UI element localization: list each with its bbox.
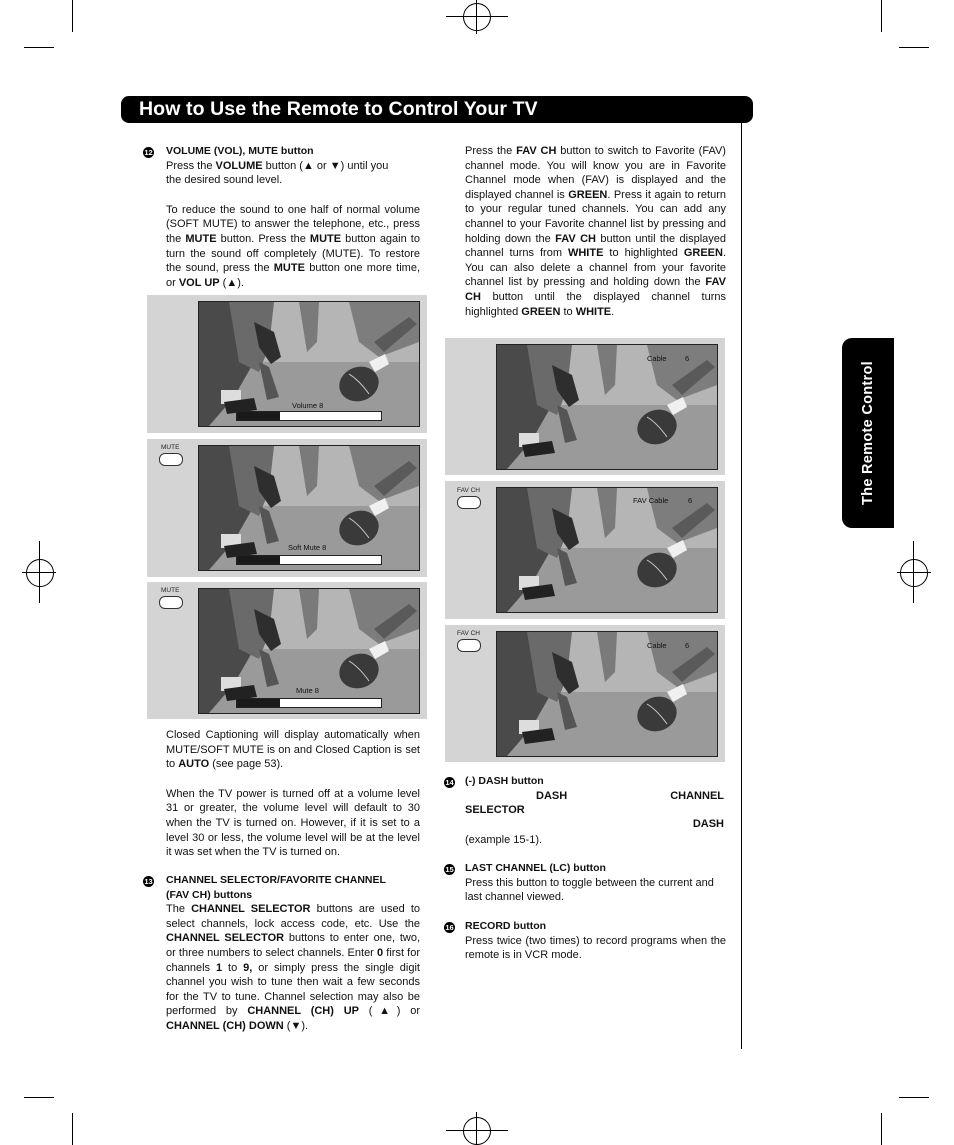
item-heading: VOLUME (VOL), MUTE button — [166, 145, 314, 157]
tv-screen-illustration — [147, 295, 427, 433]
crop-mark — [899, 47, 929, 48]
registration-mark — [900, 559, 928, 587]
button-label: FAV CH — [457, 630, 480, 637]
volume-bar — [236, 698, 382, 708]
item-13-text: CHANNEL SELECTOR/FAVORITE CHANNEL (FAV CH) buttons The CHANNEL SELECTOR buttons are used to select channels, lock access code, etc. Use the CHANNEL SELECTOR buttons to enter one, two, or three numbers to select channels. Enter 0 first for channels 1 to 9, or simply press the single digit channel you wish to tune then wait a few seconds for the TV to tune. Channel selection may also be performed by CHANNEL (CH) UP (▲) or CHANNEL (CH) DOWN (▼). — [166, 874, 421, 1032]
tv-screen-illustration — [445, 338, 725, 475]
channel-label: Cable — [647, 641, 667, 650]
registration-mark — [39, 541, 40, 603]
mute-button-icon — [159, 453, 183, 466]
page-title-bar — [121, 96, 753, 123]
tv-screen — [496, 487, 718, 613]
osd-label: Volume 8 — [292, 401, 324, 410]
channel-label: Cable — [647, 354, 667, 363]
button-label: MUTE — [161, 444, 180, 451]
fav-channel-text: Press the FAV CH button to switch to Favorite (FAV) channel mode. You will know you are in Favorite Channel mode when (FAV) is displayed and the displayed channel is GREEN. Press it again to return to your regular tuned channels. You can add any channel to your Favorite channel list by pressing and holding down the FAV CH button until the displayed channel turns from WHITE to highlighted GREEN. You can also delete a channel from your favorite channel list by pressing and holding down the FAV CH button until the displayed channel turns highlighted GREEN to WHITE. — [465, 145, 727, 318]
registration-mark — [897, 572, 931, 573]
volume-bar-fill — [237, 699, 280, 707]
item-number-badge: 16 — [445, 923, 454, 932]
osd-label: Mute 8 — [296, 686, 319, 695]
item-14-text: (-) DASH button DASH CHANNEL SELECTOR DASH (example 15-1). — [465, 775, 724, 846]
section-tab-label: The Remote Control — [860, 361, 876, 505]
crop-mark — [881, 1113, 882, 1145]
registration-mark — [476, 1112, 477, 1145]
fav-ch-button-icon — [457, 496, 481, 509]
item-number-badge: 15 — [445, 865, 454, 874]
osd-label: Soft Mute 8 — [288, 543, 327, 552]
tv-screen-illustration — [445, 625, 725, 762]
channel-label: FAV Cable — [633, 496, 669, 505]
crop-mark — [24, 1097, 54, 1098]
button-label: MUTE — [161, 587, 180, 594]
registration-mark — [476, 0, 477, 34]
volume-bar-fill — [237, 412, 280, 420]
page-title: How to Use the Remote to Control Your TV — [139, 98, 538, 120]
channel-number: 6 — [685, 354, 690, 363]
tv-screen-illustration — [147, 439, 427, 577]
tv-screen — [198, 588, 420, 714]
closed-caption-note: Closed Captioning will display automatically when MUTE/SOFT MUTE is on and Closed Caption is set to AUTO (see page 53). When the TV power is turned off at a volume level 31 or greater, the volume level will default to 30 when the TV is turned on. However, if it is set to a level 30 or less, the volume level will be at the level it was set when the TV is turned on. — [166, 729, 420, 859]
item-16-text: RECORD button Press twice (two times) to record programs when the remote is in VCR mode. — [465, 920, 726, 962]
registration-mark — [913, 541, 914, 603]
tv-screen — [496, 631, 718, 757]
registration-mark — [463, 3, 491, 31]
section-tab — [842, 338, 894, 528]
item-15-text: LAST CHANNEL (LC) button Press this button to toggle between the current and last channel viewed. — [465, 862, 714, 904]
tv-screen — [198, 445, 420, 571]
tv-screen — [496, 344, 718, 470]
registration-mark — [446, 16, 508, 17]
item-12-text: VOLUME (VOL), MUTE button Press the VOLUME button (▲ or ▼) until you the desired sound level. To reduce the sound to one half of normal volume (SOFT MUTE) to answer the telephone, etc., press the MUTE button. Press the MUTE button again to turn the sound off completely (MUTE). To restore the sound, press the MUTE button one more time, or VOL UP (▲). — [166, 145, 420, 289]
crop-mark — [881, 0, 882, 32]
volume-bar-fill — [237, 556, 280, 564]
item-number-badge: 14 — [445, 778, 454, 787]
registration-mark — [446, 1130, 508, 1131]
tv-screen-illustration — [445, 481, 725, 619]
item-number-badge: 13 — [144, 877, 153, 886]
registration-mark — [463, 1117, 491, 1145]
tv-screen — [198, 301, 420, 427]
button-label: FAV CH — [457, 487, 480, 494]
tv-screen-illustration — [147, 582, 427, 719]
channel-number: 6 — [688, 496, 693, 505]
crop-mark — [72, 0, 73, 32]
fav-ch-button-icon — [457, 639, 481, 652]
column-rule — [741, 123, 742, 1049]
item-number-badge: 12 — [144, 148, 153, 157]
crop-mark — [899, 1097, 929, 1098]
volume-bar — [236, 411, 382, 421]
registration-mark — [26, 559, 54, 587]
crop-mark — [72, 1113, 73, 1145]
mute-button-icon — [159, 596, 183, 609]
crop-mark — [24, 47, 54, 48]
channel-number: 6 — [685, 641, 690, 650]
volume-bar — [236, 555, 382, 565]
